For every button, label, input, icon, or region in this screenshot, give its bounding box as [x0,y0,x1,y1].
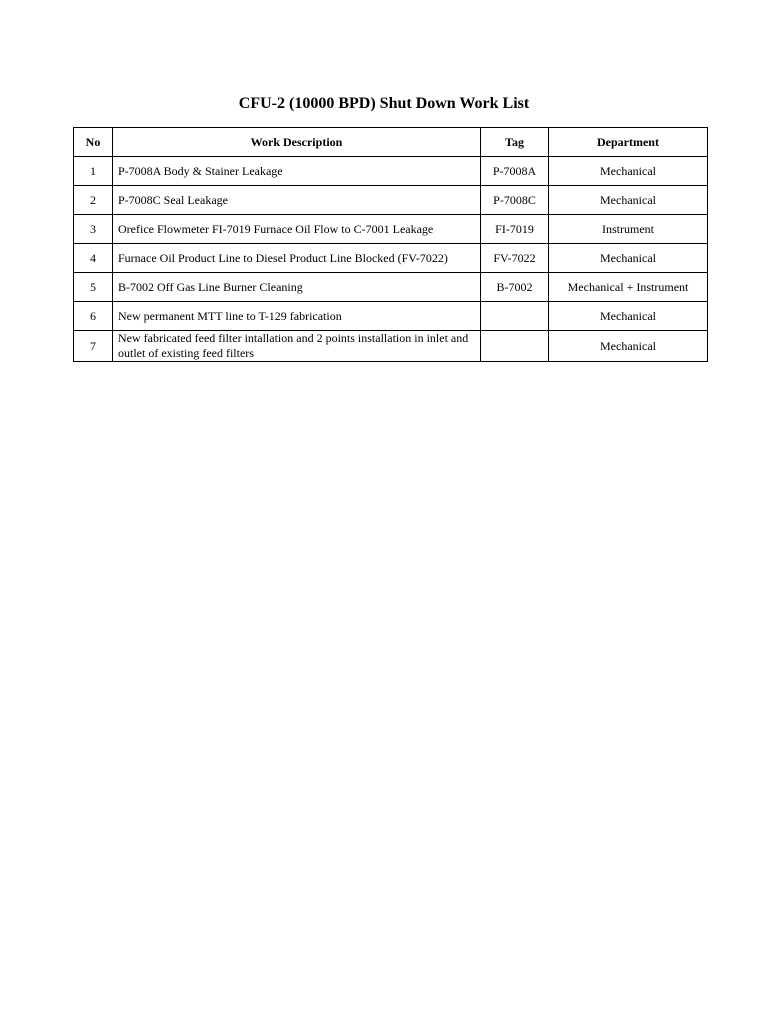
table-header-row [74,128,708,157]
row-work-description: Furnace Oil Product Line to Diesel Product Line Blocked (FV-7022) [113,244,481,273]
table-row [74,215,708,244]
table-row [74,331,708,362]
row-no: 3 [74,215,113,244]
row-tag: FI-7019 [481,215,549,244]
row-work-description: New permanent MTT line to T-129 fabrication [113,302,481,331]
work-list-table [73,127,708,362]
header-no: No [74,128,113,157]
row-no: 5 [74,273,113,302]
header-work-description: Work Description [113,128,481,157]
header-department: Department [549,128,708,157]
row-no: 4 [74,244,113,273]
page-title: CFU-2 (10000 BPD) Shut Down Work List [238,95,530,112]
row-tag [481,331,549,362]
row-department: Mechanical [549,302,708,331]
row-no: 7 [74,331,113,362]
row-work-description: Orefice Flowmeter FI-7019 Furnace Oil Flow to C-7001 Leakage [113,215,481,244]
table-row [74,157,708,186]
row-tag: FV-7022 [481,244,549,273]
row-tag: P-7008C [481,186,549,215]
row-no: 6 [74,302,113,331]
row-no: 2 [74,186,113,215]
row-work-description: P-7008A Body & Stainer Leakage [113,157,481,186]
table-row [74,302,708,331]
row-department: Mechanical [549,186,708,215]
row-department: Mechanical [549,157,708,186]
row-department: Mechanical + Instrument [549,273,708,302]
row-tag: B-7002 [481,273,549,302]
table-row [74,273,708,302]
header-tag: Tag [481,128,549,157]
row-work-description: New fabricated feed filter intallation and 2 points installation in inlet and outlet of existing feed filters [113,331,481,362]
row-tag: P-7008A [481,157,549,186]
row-department: Mechanical [549,331,708,362]
row-no: 1 [74,157,113,186]
table-row [74,186,708,215]
row-work-description: B-7002 Off Gas Line Burner Cleaning [113,273,481,302]
table-row [74,244,708,273]
row-work-description: P-7008C Seal Leakage [113,186,481,215]
row-department: Instrument [549,215,708,244]
row-tag [481,302,549,331]
row-department: Mechanical [549,244,708,273]
